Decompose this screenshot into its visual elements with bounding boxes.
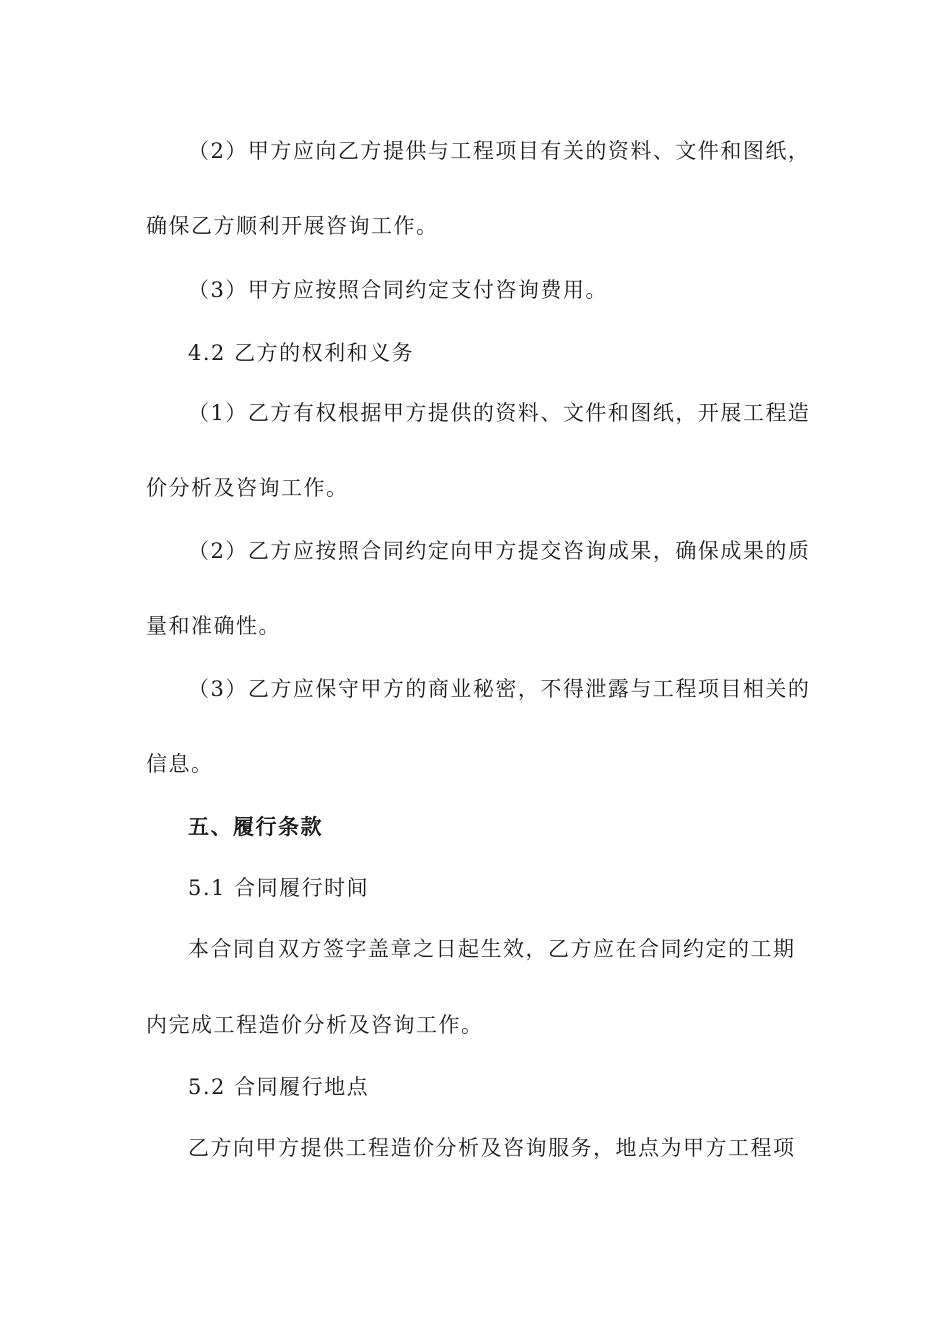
paragraph-line: 内完成工程造价分析及咨询工作。 bbox=[146, 1013, 484, 1037]
section-heading: 5.1 合同履行时间 bbox=[188, 876, 370, 900]
chapter-heading: 五、履行条款 bbox=[188, 815, 323, 839]
paragraph-line: （2）甲方应向乙方提供与工程项目有关的资料、文件和图纸， bbox=[188, 139, 811, 163]
section-heading: 5.2 合同履行地点 bbox=[188, 1075, 370, 1099]
paragraph-line: （2）乙方应按照合同约定向甲方提交咨询成果，确保成果的质 bbox=[188, 539, 811, 563]
paragraph-line: 信息。 bbox=[146, 752, 214, 776]
paragraph-line: （3）甲方应按照合同约定支付咨询费用。 bbox=[188, 278, 608, 302]
paragraph-line: （3）乙方应保守甲方的商业秘密，不得泄露与工程项目相关的 bbox=[188, 677, 811, 701]
paragraph-line: 乙方向甲方提供工程造价分析及咨询服务，地点为甲方工程项 bbox=[188, 1136, 796, 1160]
paragraph-line: 本合同自双方签字盖章之日起生效，乙方应在合同约定的工期 bbox=[188, 937, 796, 961]
section-heading: 4.2 乙方的权利和义务 bbox=[188, 341, 415, 365]
paragraph-line: 确保乙方顺利开展咨询工作。 bbox=[146, 214, 439, 238]
paragraph-line: （1）乙方有权根据甲方提供的资料、文件和图纸，开展工程造 bbox=[188, 401, 811, 425]
paragraph-line: 价分析及咨询工作。 bbox=[146, 476, 349, 500]
paragraph-line: 量和准确性。 bbox=[146, 614, 281, 638]
